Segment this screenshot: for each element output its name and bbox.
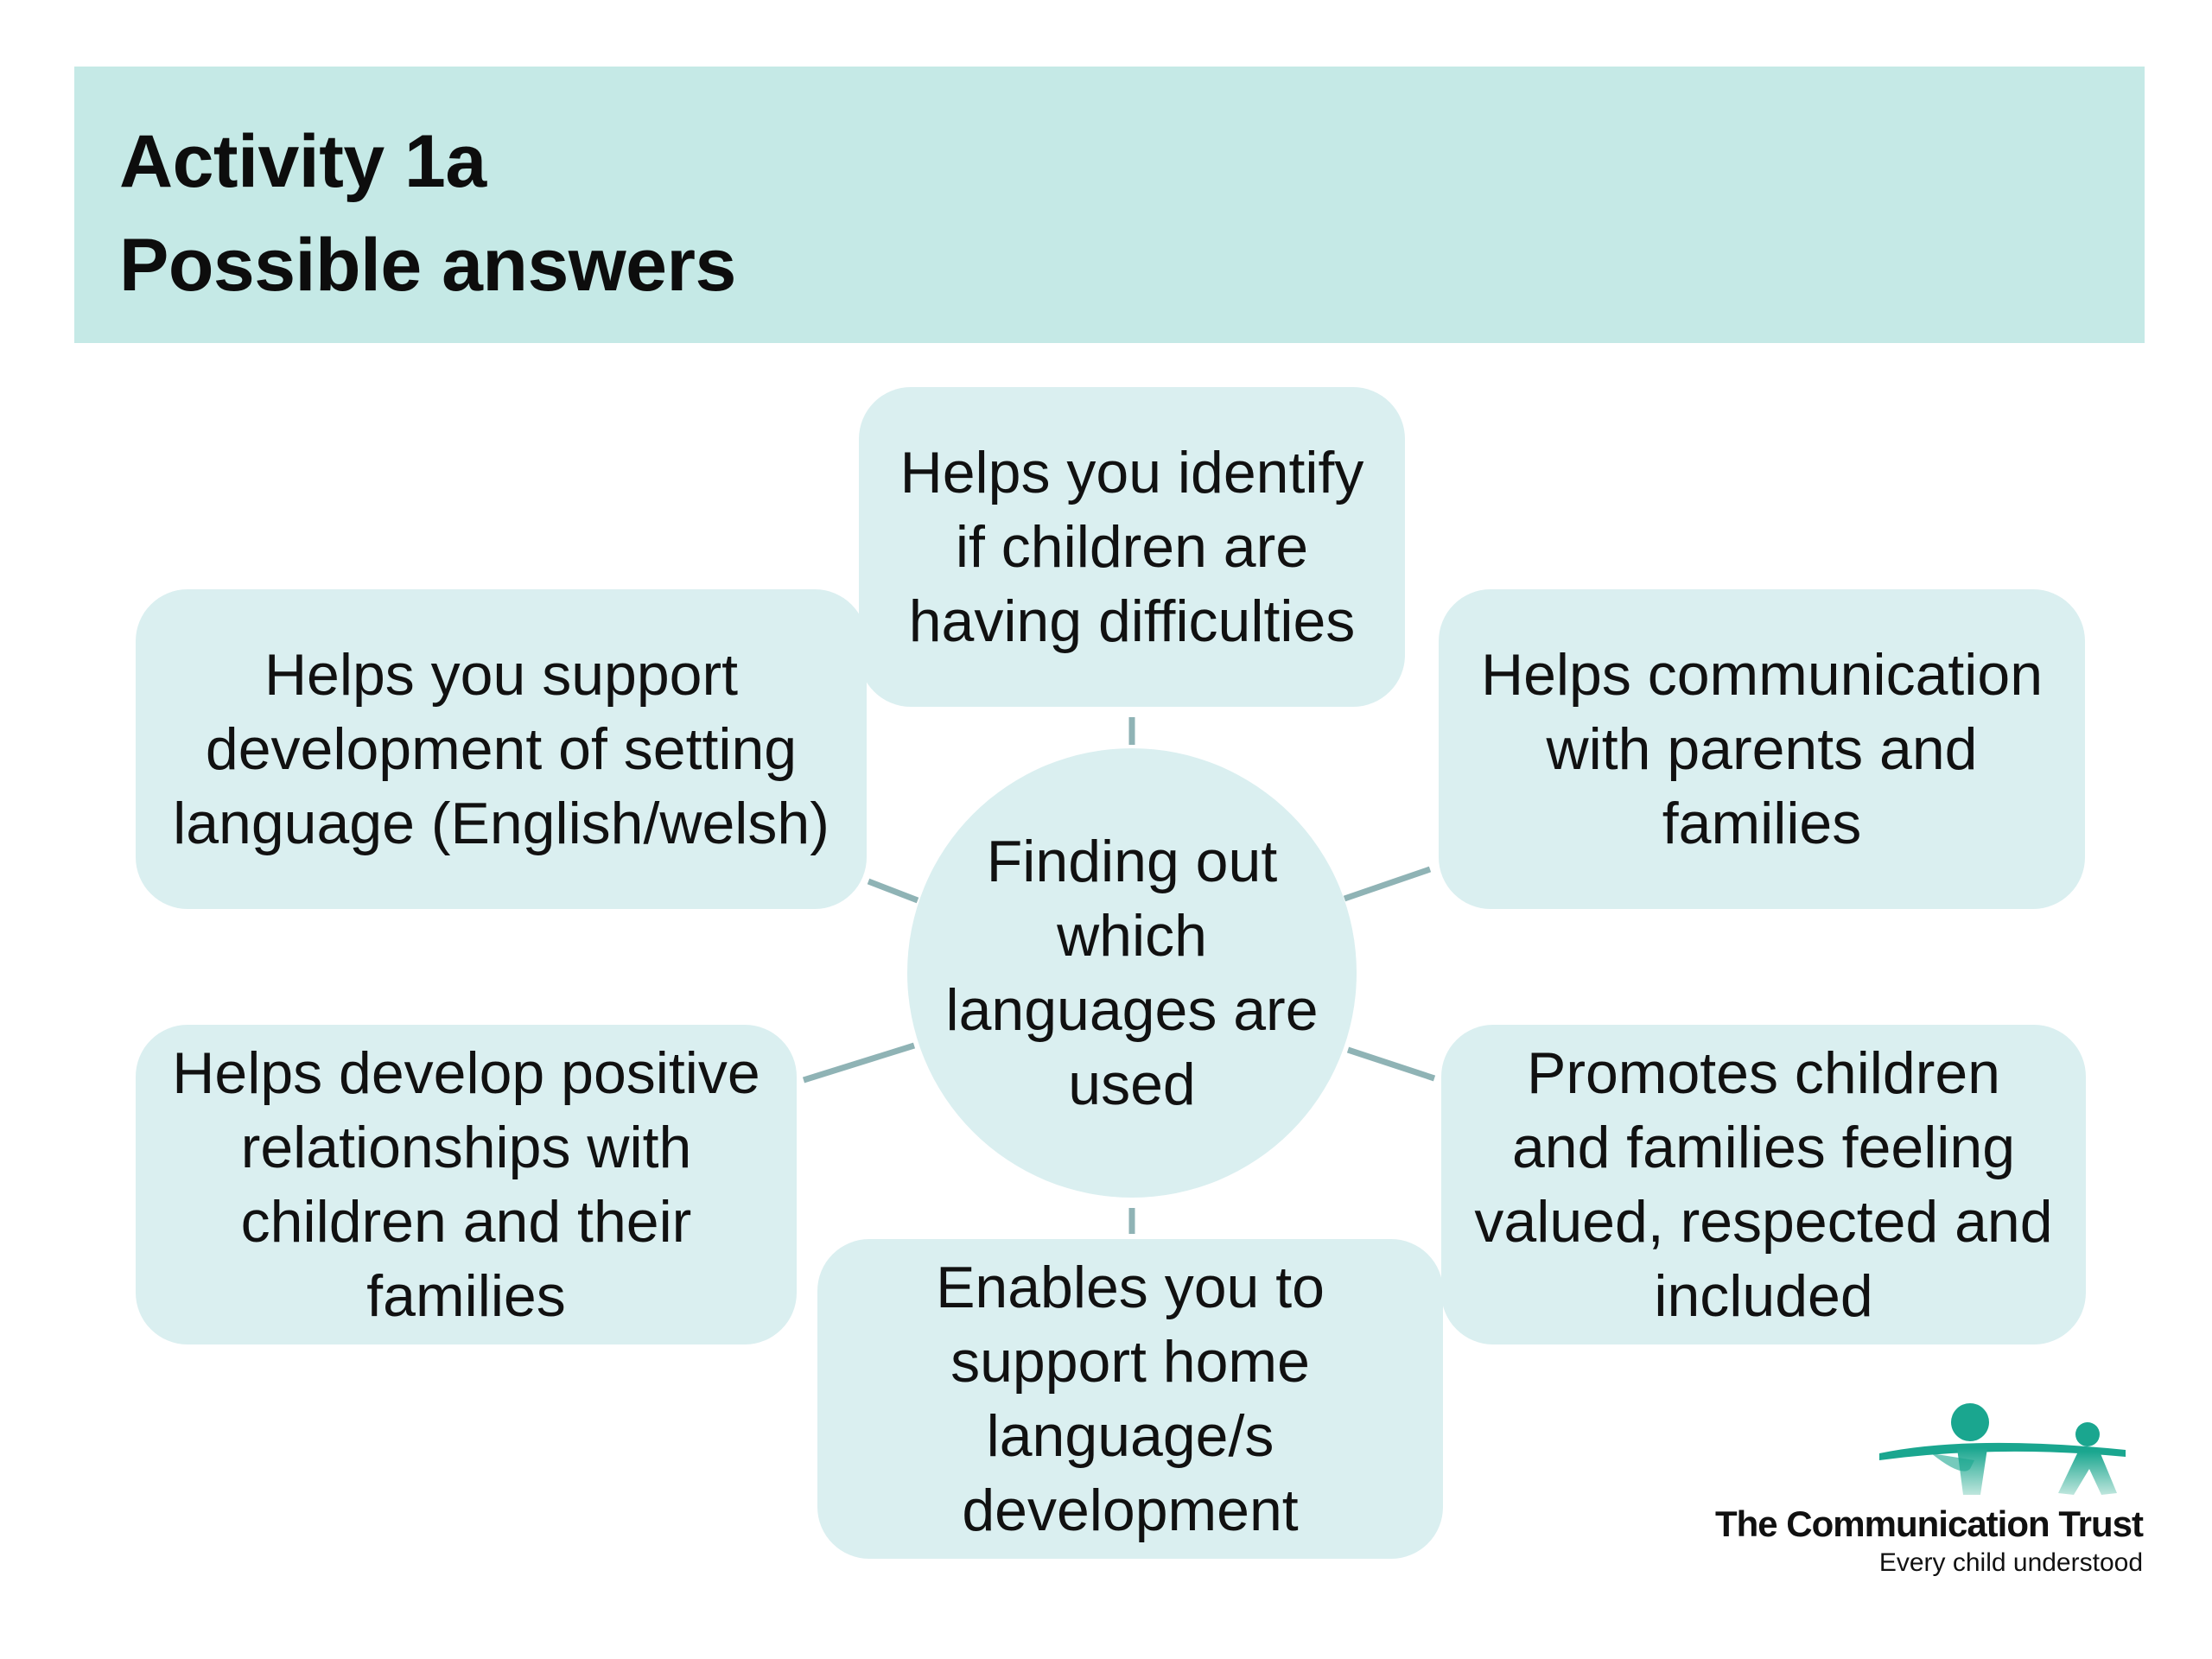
node-lower-right	[1441, 1025, 2086, 1344]
node-bottom-line: support home	[950, 1329, 1310, 1395]
node-lower-left-line: families	[366, 1263, 566, 1329]
connector-lower-left	[804, 1046, 914, 1080]
connector-lower-right	[1348, 1050, 1434, 1078]
center-hub	[907, 748, 1357, 1198]
node-lower-left	[136, 1025, 797, 1344]
node-upper-left	[136, 589, 867, 909]
connector-upper-right	[1344, 869, 1430, 899]
node-bottom	[817, 1239, 1443, 1559]
node-bottom-line: Enables you to	[936, 1255, 1325, 1320]
logo-figures-icon	[1711, 1400, 2143, 1503]
center-hub-line: are used	[1068, 977, 1319, 1117]
node-upper-left-line: Helps you support	[264, 642, 739, 708]
node-bottom-line: language/s	[986, 1403, 1274, 1469]
node-upper-right-line: families	[1662, 791, 1862, 856]
node-lower-left-line: children and their	[240, 1189, 692, 1255]
page-title: Activity 1a	[119, 120, 486, 203]
node-upper-right-line: Helps communication	[1480, 642, 2044, 708]
node-upper-right-line: with parents and	[1546, 716, 1978, 782]
node-bottom-line: development	[962, 1478, 1299, 1543]
node-upper-right	[1439, 589, 2085, 909]
node-top-line: having difficulties	[908, 588, 1356, 654]
node-top-line: if children are	[955, 514, 1309, 580]
node-top	[859, 387, 1405, 707]
node-lower-right-line: and families feeling	[1511, 1115, 2016, 1180]
node-top-line: Helps you identify	[899, 440, 1364, 505]
page-subtitle: Possible answers	[119, 224, 736, 307]
logo-name: The Communication Trust	[1714, 1503, 2143, 1544]
node-lower-right-line: Promotes children	[1526, 1040, 2001, 1106]
center-hub-line: languages	[945, 977, 1217, 1043]
node-upper-left-line: development of setting	[205, 716, 798, 782]
node-lower-left-line: Helps develop positive	[172, 1040, 760, 1106]
node-upper-left-line: language (English/welsh)	[173, 791, 830, 856]
node-lower-left-line: relationships with	[240, 1115, 692, 1180]
logo-tagline: Every child understood	[1878, 1548, 2143, 1577]
communication-trust-logo	[1711, 1400, 2143, 1581]
node-lower-right-line: included	[1654, 1263, 1873, 1329]
connector-upper-left	[868, 881, 918, 900]
node-lower-right-line: valued, respected and	[1474, 1189, 2053, 1255]
center-hub-line: which	[1057, 903, 1207, 969]
center-hub-line: Finding out	[986, 829, 1278, 894]
